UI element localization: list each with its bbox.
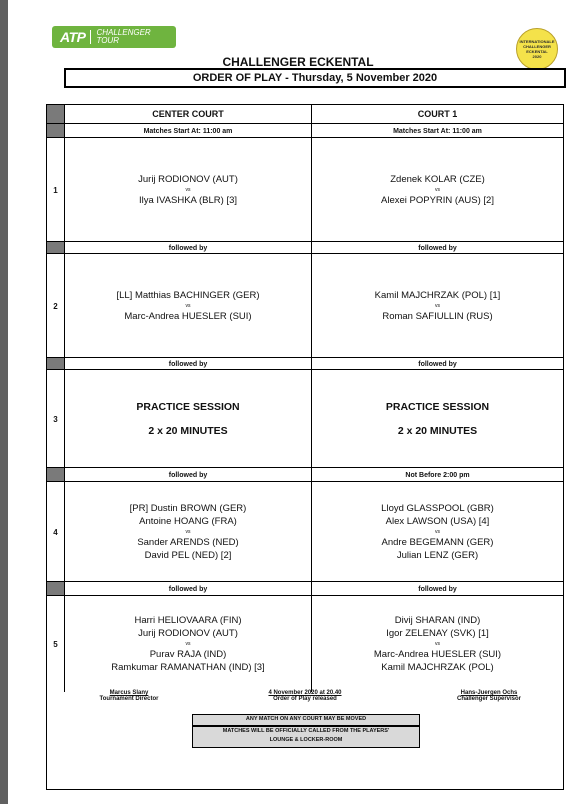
release-info-block [192, 690, 418, 702]
player-name: Marc-Andrea HUESLER (SUI) [373, 649, 502, 660]
start-time-label: Matches Start At: 11:00 am [393, 127, 482, 135]
match-number-cell [47, 370, 65, 468]
challenger-tour-text [96, 29, 150, 45]
page-title: CHALLENGER ECKENTAL [222, 55, 374, 69]
match-cell [65, 596, 312, 692]
badge-line: ECKENTAL [526, 49, 548, 54]
match-number: 1 [53, 185, 58, 195]
player-name: Ramkumar RAMANATHAN (IND) [3] [111, 662, 265, 673]
player-name: Divij SHARAN (IND) [394, 615, 481, 626]
player-name: Ilya IVASHKA (BLR) [3] [138, 195, 238, 206]
followed-by-label: followed by [418, 360, 457, 368]
match-cell [312, 138, 563, 242]
order-of-play-table [46, 104, 564, 790]
table-row [47, 369, 563, 468]
player-name: Jurij RODIONOV (AUT) [138, 628, 238, 639]
order-of-play-subtitle: ORDER OF PLAY - Thursday, 5 November 2020 [64, 68, 566, 88]
match-number: 5 [53, 639, 58, 649]
court-header [312, 105, 563, 123]
match-number-cell [47, 468, 65, 482]
player-name: Alexei POPYRIN (AUS) [2] [381, 195, 494, 206]
match-number-cell [47, 582, 65, 596]
followed-by-cell [65, 582, 312, 596]
player-name: Igor ZELENAY (SVK) [1] [386, 628, 489, 639]
player-name: Purav RAJA (IND) [149, 649, 227, 660]
notice-official-call [192, 726, 420, 748]
player-name: Zdenek KOLAR (CZE) [390, 174, 485, 185]
table-row [47, 105, 563, 123]
match-cell [65, 370, 312, 468]
vs-label: vs [185, 303, 191, 309]
badge-line: 2020 [532, 54, 542, 59]
match-number: 2 [53, 301, 58, 311]
match-cell [65, 254, 312, 358]
supervisor-name: Hans-Juergen Ochs [460, 690, 518, 696]
followed-by-cell [65, 468, 312, 482]
vs-label: vs [185, 641, 191, 647]
followed-by-label: followed by [418, 244, 457, 252]
followed-by-cell [312, 468, 563, 482]
supervisor-block [434, 690, 544, 702]
practice-duration-label: 2 x 20 MINUTES [397, 425, 478, 437]
player-name: [PR] Dustin BROWN (GER) [129, 503, 247, 514]
tournament-director-role: Tournament Director [99, 696, 159, 702]
court-name: COURT 1 [417, 109, 458, 119]
followed-by-label: followed by [168, 585, 208, 593]
tournament-director-block [74, 690, 184, 702]
document-page [8, 0, 588, 804]
vs-label: vs [435, 187, 440, 193]
vs-label: vs [185, 187, 191, 193]
table-row [47, 253, 563, 358]
vs-label: vs [435, 529, 440, 535]
match-cell [312, 370, 563, 468]
match-number-cell [47, 596, 65, 692]
badge-line: CHALLENGER [523, 44, 551, 49]
player-name: David PEL (NED) [2] [144, 550, 232, 561]
followed-by-label: Not Before 2:00 pm [405, 471, 470, 479]
player-name: Jurij RODIONOV (AUT) [138, 174, 238, 185]
start-time-cell [312, 124, 563, 138]
followed-by-label: followed by [168, 471, 208, 479]
player-name: Julian LENZ (GER) [396, 550, 479, 561]
match-number-cell [47, 105, 65, 123]
table-row [47, 137, 563, 242]
player-name: Andre BEGEMANN (GER) [381, 537, 494, 548]
court-header [65, 105, 312, 123]
player-name: Harri HELIOVAARA (FIN) [134, 615, 242, 626]
followed-by-cell [312, 582, 563, 596]
vs-label: vs [185, 529, 191, 535]
practice-session-label: PRACTICE SESSION [136, 401, 240, 413]
atp-logo-text: ATP [60, 29, 86, 45]
logo-divider [90, 30, 91, 44]
notice-text: ANY MATCH ON ANY COURT MAY BE MOVED [245, 716, 367, 722]
tour-text: TOUR [96, 36, 119, 45]
player-name: Roman SAFIULLIN (RUS) [382, 311, 493, 322]
start-time-cell [65, 124, 312, 138]
followed-by-label: followed by [418, 585, 457, 593]
table-row [47, 595, 563, 692]
practice-session-label: PRACTICE SESSION [385, 401, 490, 413]
match-number-cell [47, 138, 65, 242]
release-text: Order of Play released [273, 696, 337, 702]
match-cell [312, 596, 563, 692]
match-cell [65, 138, 312, 242]
tournament-director-name: Marcus Slany [109, 690, 149, 696]
player-name: [LL] Matthias BACHINGER (GER) [116, 290, 260, 301]
release-time: 4 November 2020 at 20.40 [268, 690, 342, 696]
match-cell [65, 482, 312, 582]
badge-line: INTERNATIONALE [519, 39, 555, 44]
player-name: Marc-Andrea HUESLER (SUI) [124, 311, 252, 322]
table-row [47, 481, 563, 582]
player-name: Alex LAWSON (USA) [4] [385, 516, 490, 527]
followed-by-label: followed by [168, 360, 208, 368]
atp-challenger-logo [52, 26, 176, 48]
player-name: Kamil MAJCHRZAK (POL) [1] [374, 290, 501, 301]
match-number-cell [47, 124, 65, 138]
vs-label: vs [435, 641, 440, 647]
notice-matches-moved [192, 714, 420, 726]
match-number-cell [47, 254, 65, 358]
match-cell [312, 254, 563, 358]
player-name: Lloyd GLASSPOOL (GBR) [381, 503, 494, 514]
match-cell [312, 482, 563, 582]
court-name: CENTER COURT [152, 109, 224, 119]
table-row [47, 581, 563, 596]
supervisor-role: Challenger Supervisor [456, 696, 522, 702]
player-name: Sander ARENDS (NED) [137, 537, 239, 548]
match-number: 4 [53, 527, 58, 537]
player-name: Kamil MAJCHRZAK (POL) [381, 662, 494, 673]
match-number: 3 [53, 414, 58, 424]
notice-text: LOUNGE & LOCKER-ROOM [269, 737, 343, 743]
player-name: Antoine HOANG (FRA) [139, 516, 237, 527]
followed-by-label: followed by [168, 244, 208, 252]
vs-label: vs [435, 303, 440, 309]
start-time-label: Matches Start At: 11:00 am [143, 127, 233, 135]
table-row [47, 467, 563, 482]
notice-text: MATCHES WILL BE OFFICIALLY CALLED FROM THE PLAYERS' [222, 728, 390, 734]
table-row [47, 123, 563, 138]
match-number-cell [47, 482, 65, 582]
challenger-text: CHALLENGER [96, 28, 151, 37]
practice-duration-label: 2 x 20 MINUTES [148, 425, 228, 437]
